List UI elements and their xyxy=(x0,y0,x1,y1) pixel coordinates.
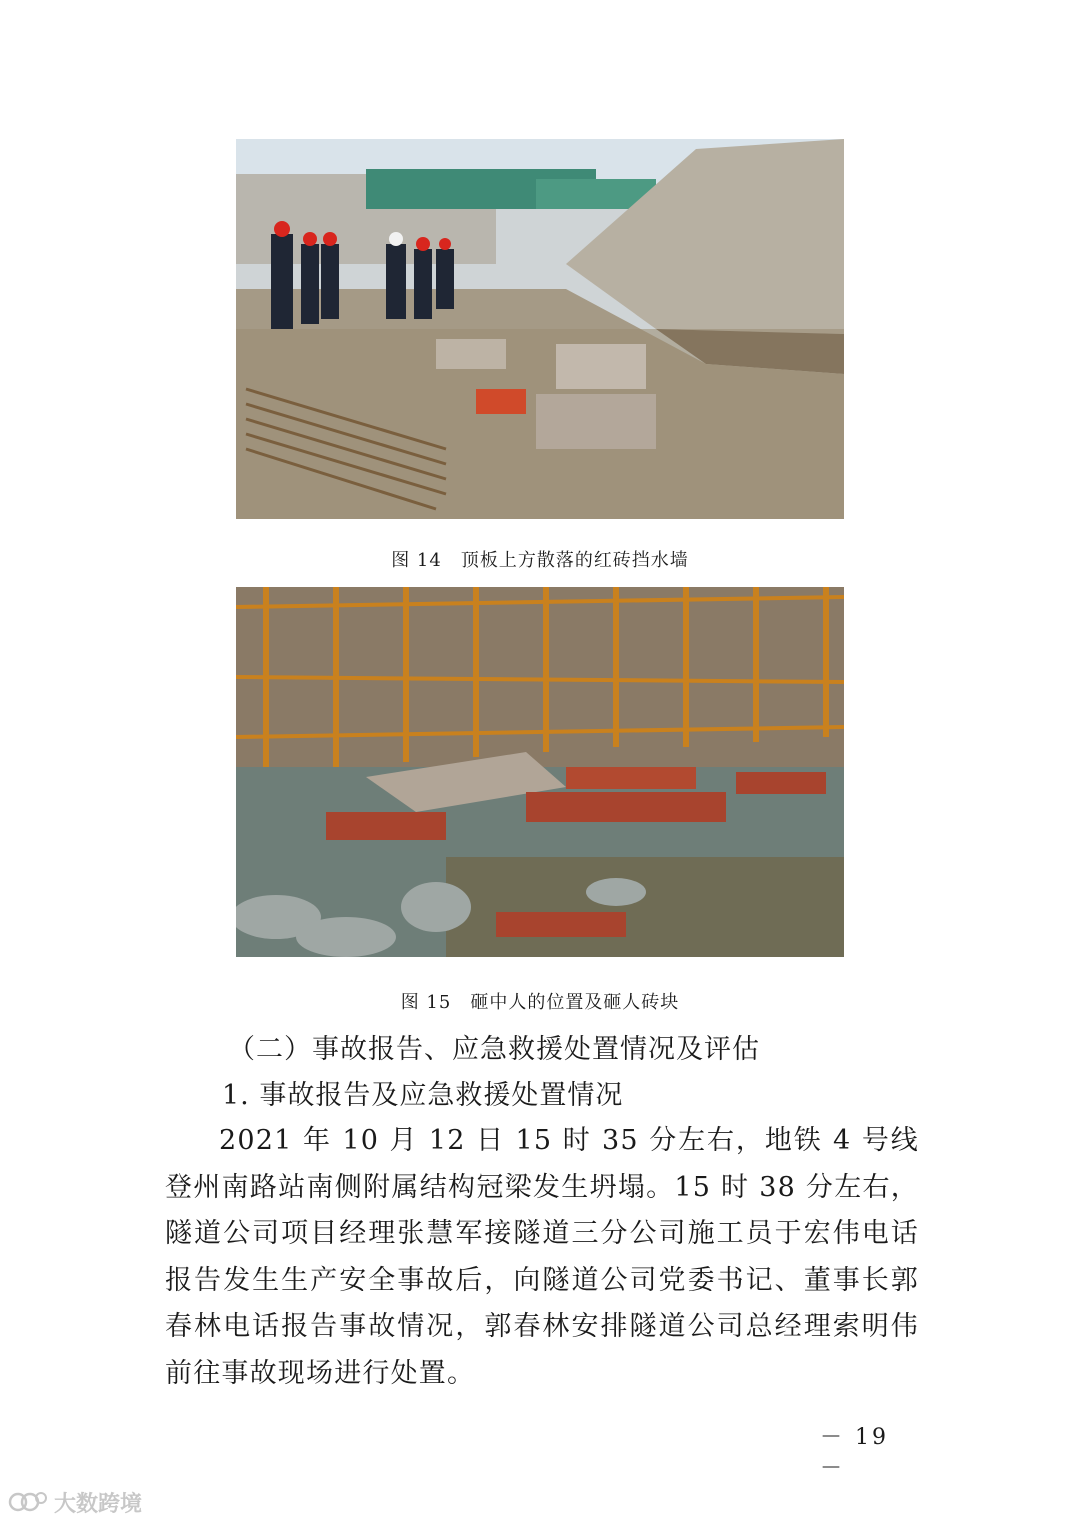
watermark-text: 大数跨境 xyxy=(54,1491,143,1517)
body-paragraph: 2021 年 10 月 12 日 15 时 35 分左右，地铁 4 号线登州南路站南侧附属结构冠梁发生坍塌。15 时 38 分左右，隧道公司项目经理张慧军接隧道三分公司施工员于宏伟电话报告发生生产安全事故后，向隧道公司党委书记、董事长郭春林电话报告事故情况，郭春林安排隧道公司总经理索明伟前往事故现场进行处置。 xyxy=(165,1125,919,1389)
figure-15-photo xyxy=(236,587,844,957)
figure-15-caption: 图 15 砸中人的位置及砸人砖块 xyxy=(400,992,680,1013)
figure-14-caption: 图 14 顶板上方散落的红砖挡水墙 xyxy=(391,550,689,571)
page-number: － 19 － xyxy=(820,1425,889,1481)
figure-14-photo xyxy=(236,139,844,519)
section-title: （二）事故报告、应急救援处置情况及评估 xyxy=(228,1034,760,1065)
logo-icon xyxy=(8,1488,48,1516)
watermark xyxy=(8,1486,142,1518)
subsection-title: 1. 事故报告及应急救援处置情况 xyxy=(222,1080,624,1111)
